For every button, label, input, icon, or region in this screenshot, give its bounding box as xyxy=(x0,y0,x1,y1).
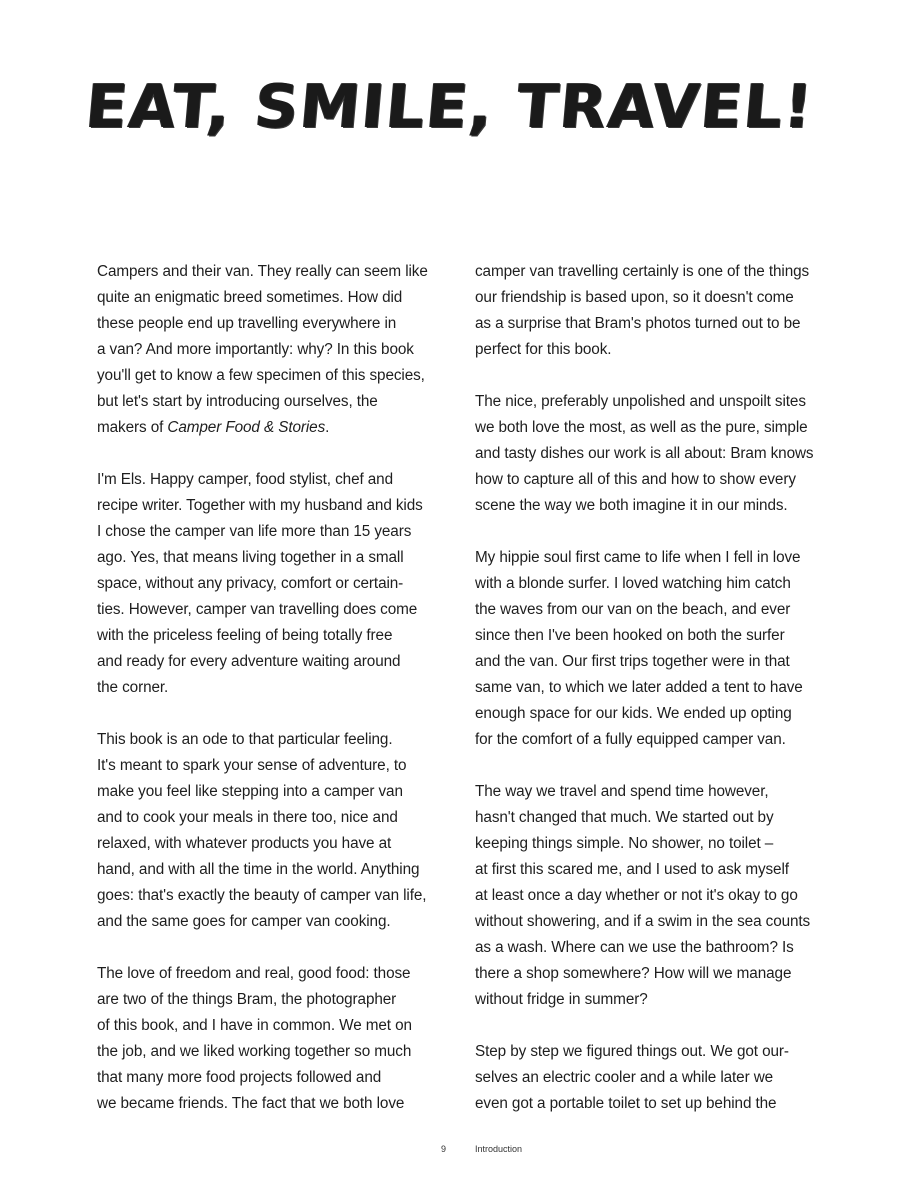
text-line: relaxed, with whatever products you have at xyxy=(97,835,392,852)
text-line: even got a portable toilet to set up behind the xyxy=(475,1095,777,1112)
text-line: camper van travelling certainly is one of the things xyxy=(475,263,810,280)
text-line: make you feel like stepping into a camper van xyxy=(97,783,403,800)
text-line: Step by step we figured things out. We got our- xyxy=(475,1043,789,1060)
text-line: and tasty dishes our work is all about: Bram knows xyxy=(475,445,814,462)
paragraph xyxy=(97,467,457,701)
text-line: we both love the most, as well as the pure, simple xyxy=(475,419,808,436)
text-line: how to capture all of this and how to show every xyxy=(475,471,796,488)
text-line: as a wash. Where can we use the bathroom? Is xyxy=(475,939,794,956)
paragraph xyxy=(97,961,457,1117)
paragraph xyxy=(475,389,835,519)
text-line: that many more food projects followed and xyxy=(97,1069,382,1086)
paragraph xyxy=(97,727,457,935)
text-line: of this book, and I have in common. We met on xyxy=(97,1017,412,1034)
text-line: are two of the things Bram, the photographer xyxy=(97,991,397,1008)
text-line: enough space for our kids. We ended up opting xyxy=(475,705,792,722)
text-line: with the priceless feeling of being totally free xyxy=(97,627,393,644)
text-line: since then I've been hooked on both the surfer xyxy=(475,627,785,644)
text-line: without showering, and if a swim in the sea counts xyxy=(475,913,811,930)
text-line: ago. Yes, that means living together in a small xyxy=(97,549,404,566)
text-line: Campers and their van. They really can seem like xyxy=(97,263,428,280)
text-line: I'm Els. Happy camper, food stylist, chef and xyxy=(97,471,393,488)
text-line: without fridge in summer? xyxy=(475,991,648,1008)
paragraph xyxy=(475,779,835,1013)
text-line: and the same goes for camper van cooking. xyxy=(97,913,391,930)
text-line: keeping things simple. No shower, no toilet – xyxy=(475,835,774,852)
text-line: perfect for this book. xyxy=(475,341,612,358)
text-line: It's meant to spark your sense of adventure, to xyxy=(97,757,407,774)
right-column xyxy=(475,259,835,1143)
text-line: space, without any privacy, comfort or certain- xyxy=(97,575,404,592)
text-line: the job, and we liked working together so much xyxy=(97,1043,412,1060)
text-line: The way we travel and spend time however, xyxy=(475,783,769,800)
text-line: scene the way we both imagine it in our minds. xyxy=(475,497,788,514)
text-line: with a blonde surfer. I loved watching him catch xyxy=(475,575,791,592)
text-line: but let's start by introducing ourselves, the xyxy=(97,393,378,410)
text-line: at least once a day whether or not it's okay to go xyxy=(475,887,798,904)
text-line: the waves from our van on the beach, and ever xyxy=(475,601,791,618)
text-line: makers of Camper Food & Stories. xyxy=(97,419,330,436)
text-line: a van? And more importantly: why? In this book xyxy=(97,341,414,358)
text-line: these people end up travelling everywhere in xyxy=(97,315,397,332)
text-line: hand, and with all the time in the world. Anything xyxy=(97,861,420,878)
text-line: The nice, preferably unpolished and unspoilt sites xyxy=(475,393,806,410)
text-line: The love of freedom and real, good food: those xyxy=(97,965,411,982)
text-line: quite an enigmatic breed sometimes. How did xyxy=(97,289,403,306)
text-line: and the van. Our first trips together were in that xyxy=(475,653,790,670)
page-title: EAT, SMILE, TRAVEL! xyxy=(83,72,817,142)
text-line: hasn't changed that much. We started out by xyxy=(475,809,774,826)
text-line: My hippie soul first came to life when I fell in love xyxy=(475,549,801,566)
page-number: 9 xyxy=(441,1144,447,1154)
text-line: selves an electric cooler and a while later we xyxy=(475,1069,774,1086)
text-line: recipe writer. Together with my husband and kids xyxy=(97,497,423,514)
text-line: I chose the camper van life more than 15 years xyxy=(97,523,412,540)
page-footer xyxy=(0,1144,900,1160)
text-line: This book is an ode to that particular feeling. xyxy=(97,731,393,748)
text-line: same van, to which we later added a tent to have xyxy=(475,679,803,696)
left-column xyxy=(97,259,457,1143)
text-line: we became friends. The fact that we both love xyxy=(97,1095,405,1112)
text-line: and ready for every adventure waiting around xyxy=(97,653,401,670)
text-line: and to cook your meals in there too, nice and xyxy=(97,809,398,826)
text-line: as a surprise that Bram's photos turned out to be xyxy=(475,315,801,332)
text-line: goes: that's exactly the beauty of camper van life, xyxy=(97,887,427,904)
text-line: the corner. xyxy=(97,679,169,696)
paragraph xyxy=(475,259,835,363)
section-name: Introduction xyxy=(475,1144,523,1154)
text-line: there a shop somewhere? How will we manage xyxy=(475,965,792,982)
text-line: for the comfort of a fully equipped camper van. xyxy=(475,731,786,748)
paragraph xyxy=(475,1039,835,1117)
text-line: at first this scared me, and I used to ask myself xyxy=(475,861,789,878)
paragraph xyxy=(475,545,835,753)
text-line: ties. However, camper van travelling does come xyxy=(97,601,418,618)
text-line: our friendship is based upon, so it doesn't come xyxy=(475,289,794,306)
text-line: you'll get to know a few specimen of this species, xyxy=(97,367,425,384)
paragraph xyxy=(97,259,457,441)
